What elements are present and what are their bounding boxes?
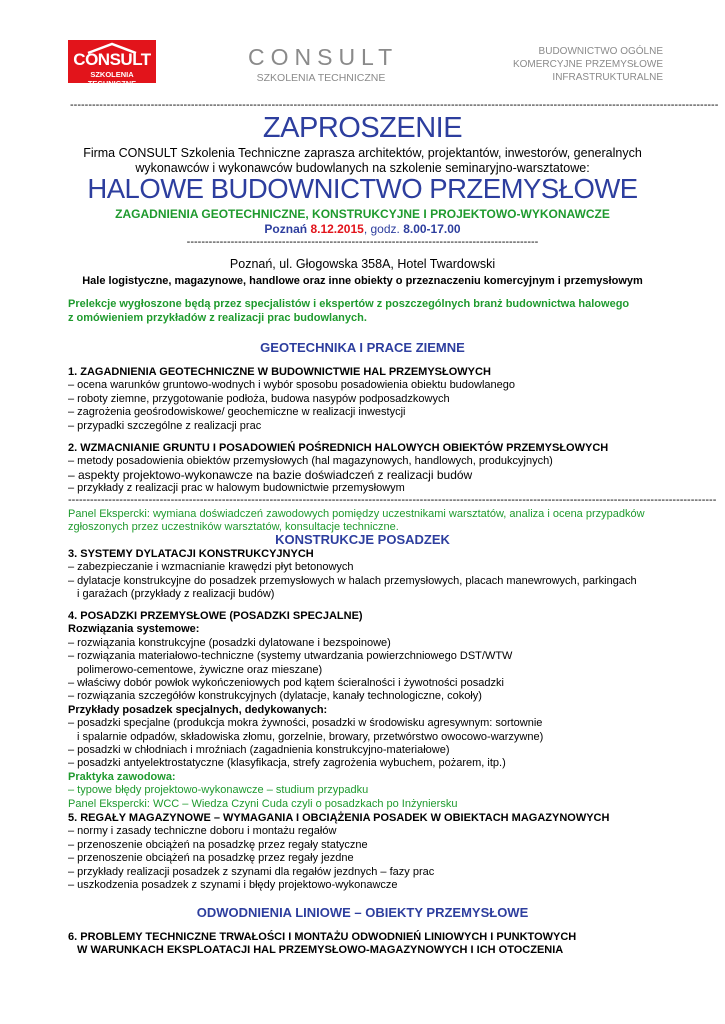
lectures-line: z omówieniem przykładów z realizacji prac budowlanych. bbox=[68, 312, 367, 324]
topic-item: – ocena warunków gruntowo-wodnych i wybór sposobu posadowienia obiektu budowlanego bbox=[68, 379, 516, 392]
intro-text bbox=[60, 146, 665, 176]
brand-name: CONSULT bbox=[248, 44, 399, 70]
expert-panel-2: Panel Ekspercki: WCC – Wiedza Czyni Cuda czyli o posadzkach po Inżyniersku bbox=[68, 797, 458, 810]
event-scope: Hale logistyczne, magazynowe, handlowe oraz inne obiekty o przeznaczeniu komercyjnym i przemysłowym bbox=[82, 275, 643, 287]
topic-heading: 3. SYSTEMY DYLATACJI KONSTRUKCYJNYCH bbox=[68, 548, 314, 560]
topic-item: – uszkodzenia posadzek z szynami i błędy projektowo-wykonawcze bbox=[68, 879, 398, 892]
intro-line: Firma CONSULT Szkolenia Techniczne zaprasza architektów, projektantów, inwestorów, generalnych bbox=[83, 146, 642, 160]
event-city: Poznań bbox=[264, 222, 308, 236]
topic-2 bbox=[68, 442, 668, 496]
topic-item: – przenoszenie obciążeń na posadzkę przez regały jezdne bbox=[68, 852, 354, 865]
topic-5 bbox=[68, 812, 668, 892]
panel-divider: --------------------------------------------------------------------------------------------------------------------------------------------------------------------------------- bbox=[68, 494, 717, 506]
topic-item: – przykłady realizacji posadzek z szynami dla regałów jezdnych – fazy prac bbox=[68, 865, 435, 878]
topic-item: – posadzki antyelektrostatyczne (klasyfikacja, strefy zagrożenia wybuchem, pożarem, itp.) bbox=[68, 757, 506, 770]
topic-heading: 2. WZMACNIANIE GRUNTU I POSADOWIEŃ POŚREDNICH HALOWYCH OBIEKTÓW PRZEMYSŁOWYCH bbox=[68, 442, 609, 454]
header-categories bbox=[513, 45, 663, 84]
event-date bbox=[60, 222, 665, 236]
topic-subheading: Rozwiązania systemowe: bbox=[68, 623, 200, 636]
header-divider: --------------------------------------------------------------------------------------------------------------------------------------------------------------------------------- bbox=[70, 99, 719, 111]
topic-heading: 5. REGAŁY MAGAZYNOWE – WYMAGANIA I OBCIĄŻENIA POSADEK W OBIEKTACH MAGAZYNOWYCH bbox=[68, 812, 610, 824]
topic-item: – przenoszenie obciążeń na posadzkę przez regały statyczne bbox=[68, 838, 368, 851]
topic-item: – normy i zasady techniczne doboru i montażu regałów bbox=[68, 825, 337, 838]
topic-item: – rozwiązania konstrukcyjne (posadzki dylatowane i bezspoinowe) bbox=[68, 636, 391, 649]
logo-name: CONSULT bbox=[73, 50, 151, 69]
topic-item: – dylatacje konstrukcyjne do posadzek przemysłowych w halach przemysłowych, placach manewrowych, parkingach bbox=[68, 574, 637, 587]
topic-item: – rozwiązania szczegółów konstrukcyjnych (dylatacje, kanały technologiczne, cokoły) bbox=[68, 690, 482, 703]
intro-line: wykonawców i wykonawców budowlanych na szkolenie seminaryjno-warsztatowe: bbox=[135, 161, 590, 175]
topic-item: – posadzki w chłodniach i mroźniach (zagadnienia konstrukcyjno-materiałowe) bbox=[68, 744, 450, 757]
topic-item: – aspekty projektowo-wykonawcze na bazie doświadczeń z realizacji budów bbox=[68, 467, 473, 482]
event-title: HALOWE BUDOWNICTWO PRZEMYSŁOWE bbox=[87, 173, 638, 204]
brand-block bbox=[248, 44, 399, 84]
topic-subheading: Praktyka zawodowa: bbox=[68, 770, 176, 783]
event-day: 8.12.2015 bbox=[310, 222, 364, 236]
logo-sub: SZKOLENIA TECHNICZNE bbox=[87, 70, 137, 88]
topic-item: – właściwy dobór powłok wykończeniowych pod kątem ścieralności i żywotności posadzki bbox=[68, 677, 504, 690]
topic-item: – rozwiązania materiałowo-techniczne (systemy utwardzania powierzchniowego DST/WTW bbox=[68, 650, 513, 663]
topic-item: – metody posadowienia obiektów przemysłowych (hal magazynowych, handlowych, produkcyjnych) bbox=[68, 455, 553, 468]
topic-item: – typowe błędy projektowo-wykonawcze – studium przypadku bbox=[68, 784, 369, 797]
section-geotechnika: GEOTECHNIKA I PRACE ZIEMNE bbox=[260, 340, 465, 355]
expert-panel-1 bbox=[68, 508, 668, 535]
date-divider: ------------------------------------------------------------------------------------------------ bbox=[186, 236, 539, 248]
topic-item: – roboty ziemne, przygotowanie podłoża, budowa nasypów podposadzkowych bbox=[68, 392, 450, 405]
topic-heading: 4. POSADZKI PRZEMYSŁOWE (POSADZKI SPECJALNE) bbox=[68, 610, 363, 622]
lectures-note bbox=[68, 297, 658, 325]
page-title: ZAPROSZENIE bbox=[262, 112, 463, 144]
topic-item: i garażach (przykłady z realizacji budów) bbox=[77, 588, 275, 601]
header-category: INFRASTRUKTURALNE bbox=[552, 72, 663, 83]
topic-item: polimerowo-cementowe, żywiczne oraz mieszane) bbox=[77, 663, 323, 676]
topic-3 bbox=[68, 548, 668, 602]
section-odwodnienia: ODWODNIENIA LINIOWE – OBIEKTY PRZEMYSŁOWE bbox=[196, 905, 529, 920]
event-subtitle: ZAGADNIENIA GEOTECHNICZNE, KONSTRUKCYJNE I PROJEKTOWO-WYKONAWCZE bbox=[115, 207, 610, 221]
topic-item: – posadzki specjalne (produkcja mokra żywności, posadzki w środowisku agresywnym: sortownie bbox=[68, 717, 543, 730]
topic-heading: 1. ZAGADNIENIA GEOTECHNICZNE W BUDOWNICTWIE HAL PRZEMYSŁOWYCH bbox=[68, 366, 491, 378]
topic-subheading: Przykłady posadzek specjalnych, dedykowanych: bbox=[68, 703, 328, 716]
topic-item: – zabezpieczanie i wzmacnianie krawędzi płyt betonowych bbox=[68, 561, 354, 574]
event-hours: 8.00-17.00 bbox=[403, 222, 461, 236]
lectures-line: Prelekcje wygłoszone będą przez specjalistów i ekspertów z poszczególnych branż budownictwa halowego bbox=[68, 298, 630, 310]
event-hours-label: , godz. bbox=[363, 222, 404, 236]
section-konstrukcje: KONSTRUKCJE POSADZEK bbox=[275, 532, 450, 547]
header-category: KOMERCYJNE PRZEMYSŁOWE bbox=[512, 59, 663, 70]
topic-item: i spalarnie odpadów, składowiska złomu, gorzelnie, browary, przetwórstwo owocowo-warzywne) bbox=[77, 730, 544, 743]
panel-line: zgłoszonych przez uczestników warsztatów, konsultacje techniczne. bbox=[68, 521, 399, 534]
topic-item: – zagrożenia geośrodowiskowe/ geochemiczne w realizacji inwestycji bbox=[68, 406, 406, 419]
topic-item: – przykłady z realizacji prac w halowym budownictwie przemysłowym bbox=[68, 482, 405, 495]
brand-sub: SZKOLENIA TECHNICZNE bbox=[256, 72, 386, 84]
topic-6 bbox=[68, 931, 668, 958]
topic-1 bbox=[68, 366, 668, 433]
header-category: BUDOWNICTWO OGÓLNE bbox=[538, 46, 663, 57]
topic-item: – przypadki szczególne z realizacji prac bbox=[68, 419, 262, 432]
topic-heading: W WARUNKACH EKSPLOATACJI HAL PRZEMYSŁOWO-MAGAZYNOWYCH I ICH OTOCZENIA bbox=[77, 944, 564, 957]
panel-line: Panel Ekspercki: wymiana doświadczeń zawodowych pomiędzy uczestnikami warsztatów, analiza i ocena przypadków bbox=[68, 508, 645, 520]
event-address: Poznań, ul. Głogowska 358A, Hotel Twardowski bbox=[229, 257, 496, 271]
consult-logo bbox=[68, 40, 156, 88]
topic-4 bbox=[68, 610, 668, 811]
topic-heading: 6. PROBLEMY TECHNICZNE TRWAŁOŚCI I MONTAŻU ODWODNIEŃ LINIOWYCH I PUNKTOWYCH bbox=[68, 931, 577, 943]
